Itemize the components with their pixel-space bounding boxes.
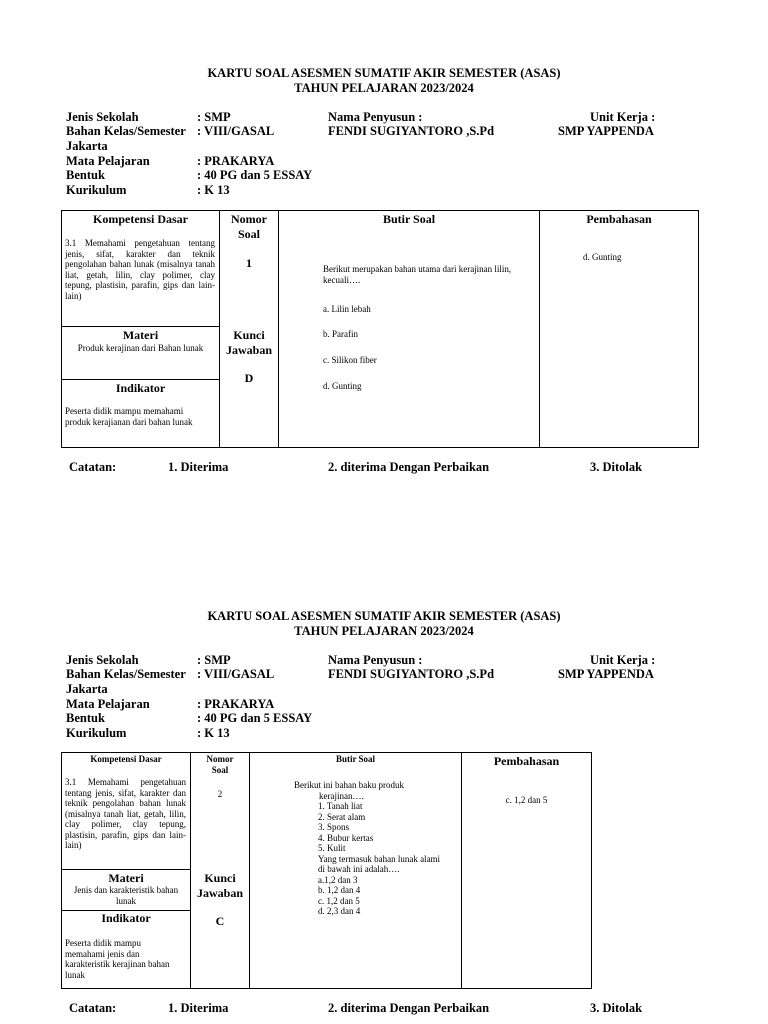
question-line: Yang termasuk bahan lunak alami (318, 853, 441, 864)
table-divider (249, 752, 250, 989)
materi-header: Materi (122, 328, 159, 342)
jenis-sekolah-value: : SMP (197, 653, 231, 667)
kompetensi-dasar-text: 3.1 Memahami pengetahuan tentang jenis, sifat, karakter dan teknik pengolahan bahan lunak (misalnya tanah liat, getah, lilin, clay polimer, clay tepung, plastisin, parafin, gips dan lain-lain) (65, 238, 215, 301)
nomor-soal-header: Nomor Soal (231, 212, 267, 241)
catatan-label: Catatan: (69, 460, 117, 474)
indikator-text: Peserta didik mampu memahami produk kerajianan dari bahan lunak (65, 406, 193, 427)
question-line: 4. Bubur kertas (318, 832, 374, 843)
mapel-value: : PRAKARYA (197, 697, 275, 711)
question-line: 2. Serat alam (318, 811, 366, 822)
option-d: d. Gunting (323, 381, 362, 391)
bahan-kelas-value: : VIII/GASAL (197, 124, 275, 138)
mapel-label: Mata Pelajaran (66, 697, 150, 711)
bentuk-label: Bentuk (66, 168, 105, 182)
option-c: c. Silikon fiber (323, 355, 377, 365)
table-divider (61, 869, 191, 870)
jenis-sekolah-label: Jenis Sekolah (66, 110, 139, 124)
kompetensi-dasar-header: Kompetensi Dasar (93, 212, 188, 226)
kunci-jawaban-value: D (244, 371, 254, 385)
bentuk-label: Bentuk (66, 711, 105, 725)
kompetensi-dasar-text: 3.1 Memahami pengetahuan tentang jenis, sifat, karakter dan teknik pengolahan bahan lunak (misalnya tanah liat, getah, lilin, clay polimer, clay tepung, plastisin, parafin, gips dan lain-lain) (65, 777, 186, 850)
option-a: a. Lilin lebah (323, 304, 371, 314)
materi-header: Materi (108, 871, 144, 885)
catatan-ditolak: 3. Ditolak (590, 1001, 643, 1015)
question-line: 5. Kulit (318, 843, 346, 853)
catatan-diterima-perbaikan: 2. diterima Dengan Perbaikan (328, 460, 490, 474)
option-b: b. Parafin (323, 329, 358, 339)
table-divider (539, 210, 540, 448)
bentuk-value: : 40 PG dan 5 ESSAY (197, 711, 313, 725)
table-divider (461, 752, 462, 989)
pembahasan-header: Pembahasan (586, 212, 652, 226)
unit-kerja-label: Unit Kerja : (590, 653, 656, 667)
jakarta-text: Jakarta (66, 682, 108, 696)
catatan-label: Catatan: (69, 1001, 117, 1015)
kompetensi-dasar-header: Kompetensi Dasar (90, 754, 162, 764)
materi-text: Jenis dan karakteristik bahan lunak (73, 885, 179, 906)
catatan-diterima: 1. Diterima (168, 1001, 229, 1015)
question-line: di bawah ini adalah…. (318, 864, 400, 874)
question-line: 3. Spons (318, 822, 350, 832)
card-title: KARTU SOAL ASESMEN SUMATIF AKIR SEMESTER (ASAS) (207, 66, 561, 80)
bahan-kelas-label: Bahan Kelas/Semester (66, 124, 186, 138)
penyusun-value: FENDI SUGIYANTORO ,S.Pd (328, 667, 495, 681)
mapel-label: Mata Pelajaran (66, 154, 150, 168)
nomor-soal-value: 1 (246, 256, 252, 270)
question-line: kecuali…. (323, 274, 361, 285)
question-line: 1. Tanah liat (318, 801, 363, 811)
butir-soal-header: Butir Soal (382, 212, 436, 226)
kunci-jawaban-value: C (215, 914, 225, 928)
question-line: Berikut merupakan bahan utama dari kerajinan lilin, (323, 264, 512, 274)
catatan-diterima: 1. Diterima (168, 460, 229, 474)
kunci-jawaban-header: Kunci Jawaban (196, 871, 243, 900)
kurikulum-value: : K 13 (197, 183, 230, 197)
option-d: d. 2,3 dan 4 (318, 906, 361, 916)
card-title: KARTU SOAL ASESMEN SUMATIF AKIR SEMESTER (ASAS) (207, 609, 561, 623)
table-divider (61, 379, 220, 380)
mapel-value: : PRAKARYA (197, 154, 275, 168)
jakarta-text: Jakarta (66, 139, 108, 153)
pembahasan-value: d. Gunting (583, 252, 622, 262)
butir-soal-question (323, 264, 538, 285)
nomor-soal-value: 2 (217, 789, 223, 799)
catatan-ditolak: 3. Ditolak (590, 460, 643, 474)
catatan-diterima-perbaikan: 2. diterima Dengan Perbaikan (328, 1001, 490, 1015)
indikator-header: Indikator (115, 381, 166, 395)
option-b: b. 1,2 dan 4 (318, 885, 361, 895)
indikator-text: Peserta didik mampu memahami jenis dan karakteristik kerajinan bahan lunak (65, 938, 170, 980)
question-line: Berikut ini bahan baku produk (294, 780, 404, 790)
jenis-sekolah-label: Jenis Sekolah (66, 653, 139, 667)
option-c: c. 1,2 dan 5 (318, 895, 360, 906)
kurikulum-label: Kurikulum (66, 183, 127, 197)
card-subtitle: TAHUN PELAJARAN 2023/2024 (294, 81, 474, 95)
penyusun-label: Nama Penyusun : (328, 653, 423, 667)
pembahasan-value: c. 1,2 dan 5 (505, 795, 548, 805)
indikator-header: Indikator (101, 911, 151, 925)
unit-kerja-label: Unit Kerja : (590, 110, 656, 124)
table-divider (61, 326, 220, 327)
penyusun-value: FENDI SUGIYANTORO ,S.Pd (328, 124, 495, 138)
card-subtitle: TAHUN PELAJARAN 2023/2024 (294, 624, 474, 638)
bahan-kelas-label: Bahan Kelas/Semester (66, 667, 186, 681)
butir-soal-question (294, 780, 460, 917)
kurikulum-value: : K 13 (197, 726, 230, 740)
table-divider (278, 210, 279, 448)
kunci-jawaban-header: Kunci Jawaban (225, 328, 272, 357)
pembahasan-header: Pembahasan (493, 754, 560, 768)
butir-soal-header: Butir Soal (335, 754, 376, 764)
unit-kerja-value: SMP YAPPENDA (558, 124, 654, 138)
jenis-sekolah-value: : SMP (197, 110, 231, 124)
materi-text: Produk kerajinan dari Bahan lunak (77, 343, 204, 353)
kurikulum-label: Kurikulum (66, 726, 127, 740)
nomor-soal-header: Nomor Soal (206, 754, 234, 775)
question-line: kerajinan…. (319, 790, 364, 801)
bahan-kelas-value: : VIII/GASAL (197, 667, 275, 681)
bentuk-value: : 40 PG dan 5 ESSAY (197, 168, 313, 182)
penyusun-label: Nama Penyusun : (328, 110, 423, 124)
option-a: a.1,2 dan 3 (318, 874, 358, 885)
unit-kerja-value: SMP YAPPENDA (558, 667, 654, 681)
